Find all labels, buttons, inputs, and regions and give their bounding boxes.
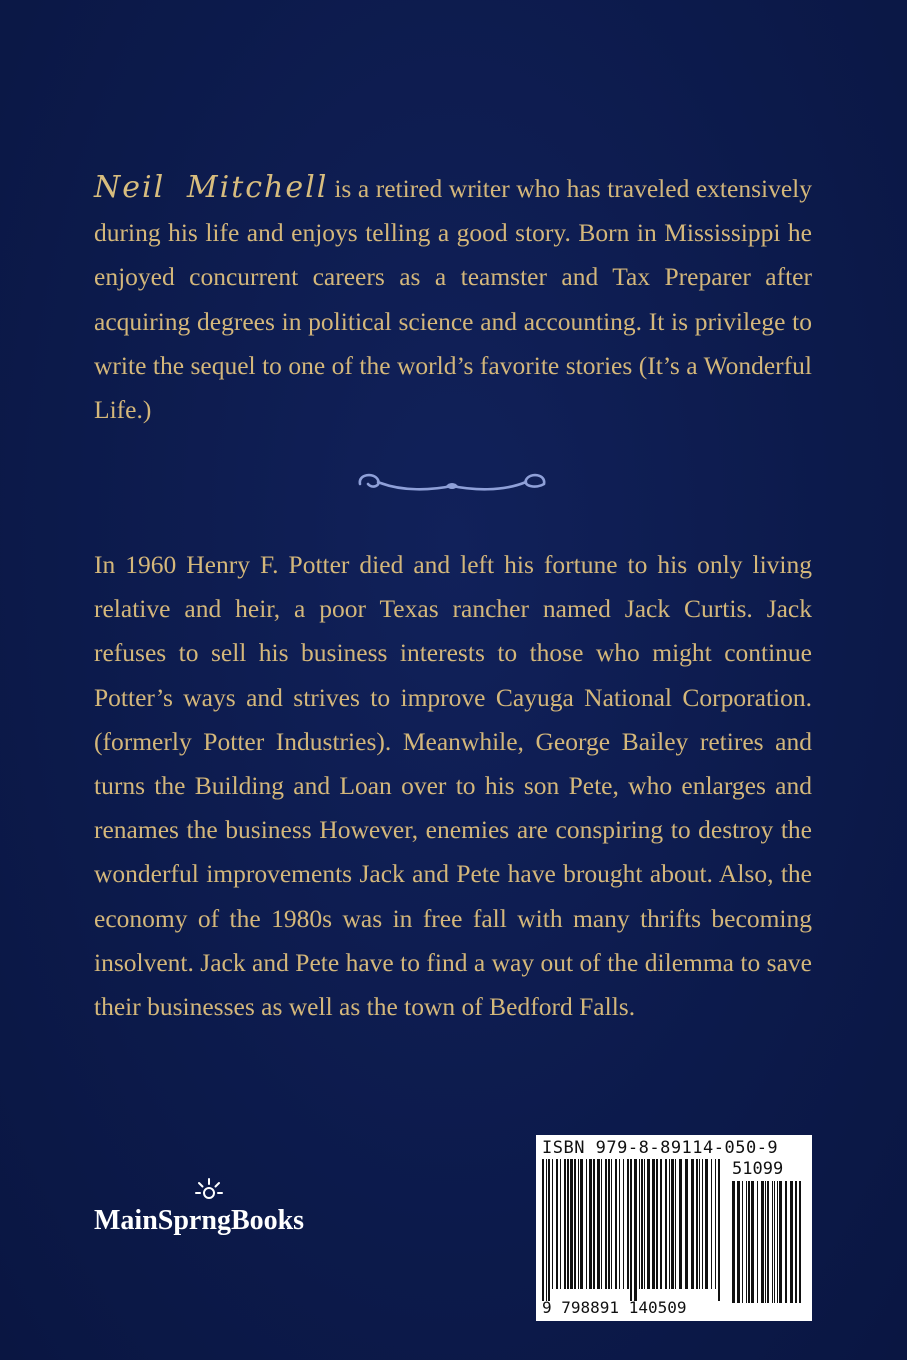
barcode-bar [652,1159,655,1289]
barcode-bar [630,1159,632,1301]
barcode-bar [542,1159,544,1301]
barcode-bar [619,1159,620,1289]
book-synopsis: In 1960 Henry F. Potter died and left his fortune to his only living relative and heir, a poor Texas rancher named Jack Curtis. Jack refuses to sell his business interests to those who might continue Potter’s ways and strives to improve Cayuga National Corporation. (formerly Potter Industries). Meanwhile, George Bailey retires and turns the Building and Loan over to his son Pete, who enlarges and renames the business However, enemies are conspiring to destroy the wonderful improvements Jack and Pete have brought about. Also, the economy of the 1980s was in free fall with many thrifts becoming insolvent. Jack and Pete have to find a way out of the dilemma to save their businesses as well as the town of Bedford Falls. [94,550,812,1022]
publisher-name-part1: MainSpr [94,1205,202,1236]
barcode-bar [570,1159,573,1289]
barcode-bar [641,1159,643,1289]
barcode-bar [660,1159,662,1289]
author-bio-text: is a retired writer who has traveled extensively during his life and enjoys telling a good story. Born in Mississippi he enjoyed concurrent careers as a teamster and Tax Preparer after acquiring degrees in political science and accounting. It is privilege to write the sequel to one of the world’s favorite stories (It’s a Wonderful Life.) [94,174,812,425]
barcode-bar [765,1181,766,1303]
barcode-bar [691,1159,694,1289]
publisher-name-g: g [216,1205,231,1236]
barcode-bar [578,1159,579,1289]
barcode-bar [546,1159,547,1301]
barcode-bar [593,1159,595,1289]
barcode-bar [757,1181,758,1303]
barcode-bar [772,1181,773,1303]
barcode-bar [696,1159,698,1289]
barcode-bar [790,1181,793,1303]
barcode-bar [608,1159,610,1289]
barcode-bar [634,1159,637,1301]
barcode-bar [605,1159,607,1289]
barcode-bar [761,1181,764,1303]
barcode-bar [574,1159,576,1289]
barcode-bar [644,1159,645,1289]
barcode-bar [715,1159,716,1289]
barcode-bar [548,1159,550,1301]
barcode-bar [711,1159,712,1289]
barcode-bar [799,1181,801,1303]
ean-barcode-bars [540,1159,724,1301]
barcode-bar [564,1159,566,1289]
barcode-bar [779,1181,782,1303]
barcode-bar [774,1181,775,1303]
barcode-bar [702,1159,703,1289]
barcode-bar [679,1159,682,1289]
isbn-label: ISBN 979-8-89114-050-9 [542,1138,779,1158]
barcode-bar [671,1159,674,1289]
barcode-bar [589,1159,592,1289]
barcode-bar [639,1159,640,1289]
barcode-bar [615,1159,617,1289]
sun-icon [194,1175,224,1205]
publisher-name-part2: Books [230,1205,305,1236]
publisher-logo [94,1205,304,1237]
barcode-bar [767,1181,769,1303]
ean-digits: 9 798891 140509 [542,1298,687,1317]
barcode-bar [556,1159,558,1289]
barcode-bar [746,1181,747,1303]
barcode-bar [552,1159,553,1289]
barcode-bar [742,1181,743,1303]
barcode-bar [718,1159,720,1301]
barcode-bar [580,1159,583,1289]
barcode-bar [567,1159,569,1289]
barcode-bar [785,1181,787,1303]
barcode-bar [669,1159,670,1289]
barcode-bar [795,1181,797,1303]
barcode-bar [737,1181,740,1303]
barcode-bar [586,1159,587,1289]
author-name: Neil Mitchell [94,170,329,205]
barcode-bar [675,1159,676,1289]
author-bio [94,166,812,432]
barcode-bar [748,1181,750,1303]
barcode-bar [699,1159,700,1289]
barcode-bar [685,1159,688,1289]
barcode-bar [611,1159,612,1289]
barcode-bar [623,1159,624,1289]
barcode-bar [647,1159,650,1289]
barcode-bar [597,1159,600,1289]
barcode-bar [751,1181,754,1303]
barcode-bar [560,1159,561,1289]
publisher-i-with-sun [201,1205,217,1237]
barcode-bar [665,1159,667,1289]
barcode-bar [777,1181,778,1303]
isbn-barcode [536,1135,812,1321]
price-code: 51099 [732,1159,784,1179]
barcode-bar [656,1159,658,1289]
flourish-divider-icon [352,470,552,500]
publisher-name-n: n [201,1205,217,1236]
barcode-bar [627,1159,629,1289]
barcode-bar [732,1181,735,1303]
barcode-bar [601,1159,602,1289]
addon-barcode-bars [730,1181,806,1315]
barcode-bar [705,1159,708,1289]
